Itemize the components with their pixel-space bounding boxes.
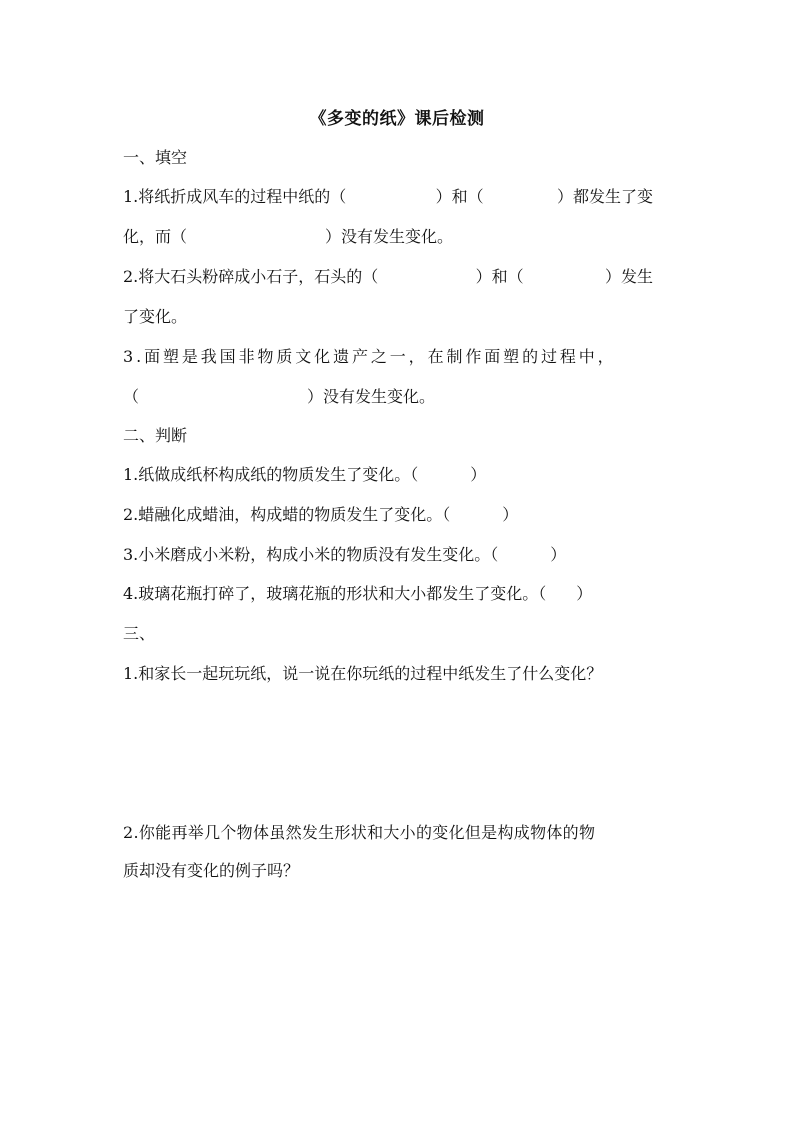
judge-item-4-close: ） xyxy=(576,584,593,603)
fill-q1-text-e: ）没有发生变化。 xyxy=(325,227,454,246)
judge-item-1-text: 1.纸做成纸杯构成纸的物质发生了变化。（ xyxy=(123,465,419,484)
fill-q1-text-a: 1.将纸折成风车的过程中纸的（ xyxy=(123,187,347,206)
fill-q2-blank-2[interactable] xyxy=(532,267,596,287)
section-heading-true-false: 二、判断 xyxy=(123,426,188,445)
fill-q3-text-b: ）没有发生变化。 xyxy=(307,387,436,406)
fill-question-2-line-1 xyxy=(123,267,653,287)
judge-item-2-close: ） xyxy=(502,505,519,524)
fill-q2-text-a: 2.将大石头粉碎成小石子，石头的（ xyxy=(123,267,379,286)
judge-item-1 xyxy=(123,465,486,485)
fill-question-3-line-1: 3.面塑是我国非物质文化遗产之一，在制作面塑的过程中， xyxy=(123,347,617,366)
judge-item-2-text: 2.蜡融化成蜡油，构成蜡的物质发生了变化。（ xyxy=(123,505,451,524)
open-question-2-line-2: 质却没有变化的例子吗？ xyxy=(123,861,300,880)
judge-item-1-close: ） xyxy=(470,465,487,484)
fill-q1-text-c: ）都发生了变 xyxy=(556,187,653,206)
fill-q1-blank-1[interactable] xyxy=(355,187,427,207)
judge-item-3-close: ） xyxy=(550,545,567,564)
open-question-1: 1.和家长一起玩玩纸，说一说在你玩纸的过程中纸发生了什么变化？ xyxy=(123,664,603,683)
section-heading-three: 三、 xyxy=(123,624,156,643)
fill-q1-text-b: ）和（ xyxy=(435,187,484,206)
fill-q1-blank-2[interactable] xyxy=(492,187,548,207)
fill-question-1-line-2 xyxy=(123,227,453,247)
fill-question-2-line-2: 了变化。 xyxy=(123,307,188,326)
fill-q3-text-a: （ xyxy=(123,387,140,406)
judge-item-3 xyxy=(123,545,566,565)
judge-item-4 xyxy=(123,584,592,604)
fill-question-3-line-2 xyxy=(123,387,435,407)
fill-q2-blank-1[interactable] xyxy=(387,267,467,287)
fill-q2-text-b: ）和（ xyxy=(475,267,524,286)
judge-item-4-text: 4.玻璃花瓶打碎了，玻璃花瓶的形状和大小都发生了变化。（ xyxy=(123,584,547,603)
section-heading-fill-blank: 一、填空 xyxy=(123,148,188,167)
judge-item-3-text: 3.小米磨成小米粉，构成小米的物质没有发生变化。（ xyxy=(123,545,499,564)
fill-q1-text-d: 化，而（ xyxy=(123,227,188,246)
open-question-2-line-1: 2.你能再举几个物体虽然发生形状和大小的变化但是构成物体的物 xyxy=(123,823,596,842)
judge-item-2 xyxy=(123,505,518,525)
fill-q2-text-c: ）发生 xyxy=(604,267,653,286)
fill-question-1-line-1 xyxy=(123,187,653,207)
page-title: 《多变的纸》课后检测 xyxy=(309,109,485,129)
